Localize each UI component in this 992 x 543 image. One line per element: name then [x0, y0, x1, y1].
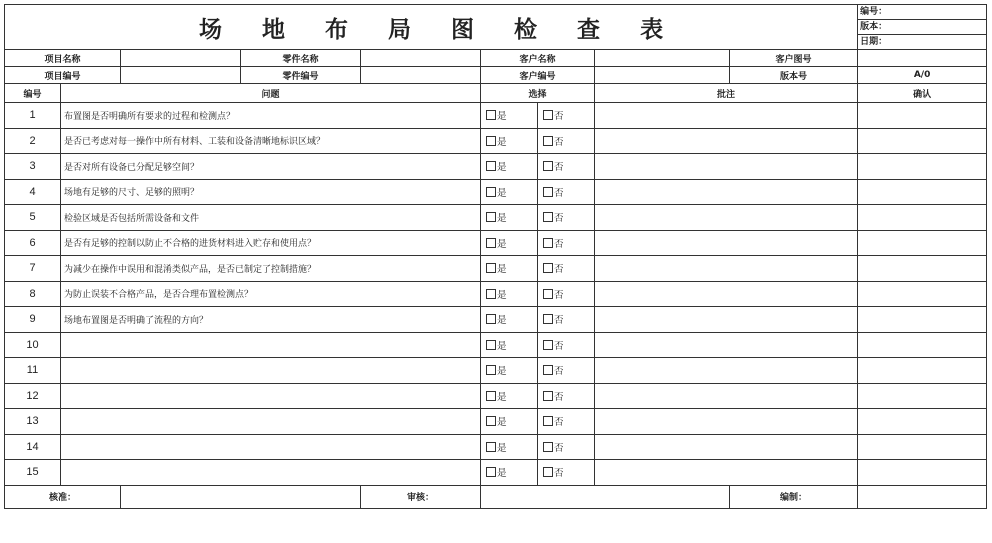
no-option[interactable] [538, 103, 595, 129]
row-question [61, 460, 481, 486]
header-choice: 选择 [481, 84, 595, 103]
yes-option[interactable] [481, 256, 538, 282]
no-option[interactable] [538, 409, 595, 435]
yes-checkbox[interactable] [486, 391, 496, 401]
table-row [5, 332, 987, 358]
yes-label: 是 [497, 391, 507, 403]
confirm-field[interactable] [858, 332, 987, 358]
table-row [5, 205, 987, 231]
part-number-label: 零件编号 [241, 67, 361, 84]
confirm-field[interactable] [858, 307, 987, 333]
yes-checkbox[interactable] [486, 467, 496, 477]
header-confirm: 确认 [858, 84, 987, 103]
table-row [5, 103, 987, 129]
confirm-field[interactable] [858, 460, 987, 486]
remark-field[interactable] [595, 179, 858, 205]
no-checkbox[interactable] [543, 416, 553, 426]
row-question [61, 358, 481, 384]
confirm-field[interactable] [858, 434, 987, 460]
no-checkbox[interactable] [543, 365, 553, 375]
remark-field[interactable] [595, 307, 858, 333]
project-name-label: 项目名称 [5, 50, 121, 67]
row-number: 7 [5, 256, 61, 282]
no-checkbox[interactable] [543, 442, 553, 452]
yes-checkbox[interactable] [486, 136, 496, 146]
row-number: 11 [5, 358, 61, 384]
project-name-field[interactable] [121, 50, 241, 67]
remark-field[interactable] [595, 358, 858, 384]
yes-option[interactable] [481, 154, 538, 180]
no-checkbox[interactable] [543, 340, 553, 350]
yes-label: 是 [497, 213, 507, 225]
remark-field[interactable] [595, 281, 858, 307]
row-question: 是否有足够的控制以防止不合格的进货材料进入贮存和使用点？ [61, 230, 481, 256]
no-option[interactable] [538, 460, 595, 486]
yes-checkbox[interactable] [486, 161, 496, 171]
part-name-label: 零件名称 [241, 50, 361, 67]
yes-checkbox[interactable] [486, 187, 496, 197]
no-label: 否 [554, 213, 564, 225]
yes-option[interactable] [481, 128, 538, 154]
yes-checkbox[interactable] [486, 110, 496, 120]
part-number-field[interactable] [361, 67, 481, 84]
review-field[interactable] [481, 485, 730, 508]
row-number: 8 [5, 281, 61, 307]
table-row [5, 128, 987, 154]
no-label: 否 [554, 391, 564, 403]
no-option[interactable] [538, 332, 595, 358]
no-label: 否 [554, 264, 564, 276]
row-number: 9 [5, 307, 61, 333]
approve-label: 核准： [5, 485, 121, 508]
row-question: 为减少在操作中误用和混淆类似产品，是否已制定了控制措施？ [61, 256, 481, 282]
no-option[interactable] [538, 358, 595, 384]
row-number: 3 [5, 154, 61, 180]
confirm-field[interactable] [858, 281, 987, 307]
remark-field[interactable] [595, 383, 858, 409]
row-question [61, 409, 481, 435]
no-option[interactable] [538, 383, 595, 409]
no-checkbox[interactable] [543, 391, 553, 401]
no-label: 否 [554, 340, 564, 352]
row-number: 4 [5, 179, 61, 205]
no-option[interactable] [538, 179, 595, 205]
row-number: 1 [5, 103, 61, 129]
no-checkbox[interactable] [543, 187, 553, 197]
table-row [5, 460, 987, 486]
confirm-field[interactable] [858, 205, 987, 231]
confirm-field[interactable] [858, 154, 987, 180]
confirm-field[interactable] [858, 383, 987, 409]
yes-option[interactable] [481, 434, 538, 460]
yes-option[interactable] [481, 358, 538, 384]
project-number-label: 项目编号 [5, 67, 121, 84]
row-question: 场地有足够的尺寸、足够的照明？ [61, 179, 481, 205]
row-question: 检验区域是否包括所需设备和文件 [61, 205, 481, 231]
no-checkbox[interactable] [543, 161, 553, 171]
yes-checkbox[interactable] [486, 212, 496, 222]
yes-checkbox[interactable] [486, 263, 496, 273]
no-checkbox[interactable] [543, 467, 553, 477]
header-remark: 批注 [595, 84, 858, 103]
version-no-label: 版本号 [730, 67, 858, 84]
yes-checkbox[interactable] [486, 289, 496, 299]
row-question: 布置图是否明确所有要求的过程和检测点？ [61, 103, 481, 129]
number-label: 编号： [858, 5, 986, 20]
customer-drawing-field[interactable] [858, 50, 987, 67]
no-label: 否 [554, 289, 564, 301]
no-label: 否 [554, 366, 564, 378]
no-label: 否 [554, 162, 564, 174]
project-number-field[interactable] [121, 67, 241, 84]
no-option[interactable] [538, 307, 595, 333]
version-no-value: A/0 [858, 67, 987, 84]
row-question: 为防止误装不合格产品，是否合理布置检测点？ [61, 281, 481, 307]
table-row [5, 179, 987, 205]
row-number: 14 [5, 434, 61, 460]
no-label: 否 [554, 442, 564, 454]
part-name-field[interactable] [361, 50, 481, 67]
row-number: 12 [5, 383, 61, 409]
review-label: 审核： [361, 485, 481, 508]
yes-label: 是 [497, 366, 507, 378]
yes-label: 是 [497, 289, 507, 301]
customer-number-field[interactable] [595, 67, 730, 84]
remark-field[interactable] [595, 434, 858, 460]
table-row [5, 409, 987, 435]
yes-checkbox[interactable] [486, 340, 496, 350]
remark-field[interactable] [595, 205, 858, 231]
prepare-label: 编制： [730, 485, 858, 508]
row-question: 是否对所有设备已分配足够空间？ [61, 154, 481, 180]
table-row [5, 256, 987, 282]
no-checkbox[interactable] [543, 289, 553, 299]
checklist-table [4, 4, 987, 509]
no-checkbox[interactable] [543, 110, 553, 120]
no-checkbox[interactable] [543, 314, 553, 324]
row-number: 2 [5, 128, 61, 154]
row-number: 6 [5, 230, 61, 256]
row-question: 场地布置图是否明确了流程的方向？ [61, 307, 481, 333]
no-option[interactable] [538, 434, 595, 460]
yes-checkbox[interactable] [486, 365, 496, 375]
yes-checkbox[interactable] [486, 314, 496, 324]
yes-checkbox[interactable] [486, 416, 496, 426]
table-row [5, 383, 987, 409]
no-label: 否 [554, 417, 564, 429]
confirm-field[interactable] [858, 128, 987, 154]
yes-label: 是 [497, 468, 507, 480]
yes-option[interactable] [481, 307, 538, 333]
no-label: 否 [554, 111, 564, 123]
yes-label: 是 [497, 187, 507, 199]
table-row [5, 358, 987, 384]
no-label: 否 [554, 238, 564, 250]
row-number: 15 [5, 460, 61, 486]
row-question [61, 434, 481, 460]
yes-label: 是 [497, 315, 507, 327]
no-option[interactable] [538, 256, 595, 282]
confirm-field[interactable] [858, 358, 987, 384]
customer-name-field[interactable] [595, 50, 730, 67]
yes-option[interactable] [481, 332, 538, 358]
approve-field[interactable] [121, 485, 361, 508]
row-number: 5 [5, 205, 61, 231]
remark-field[interactable] [595, 128, 858, 154]
remark-field[interactable] [595, 460, 858, 486]
no-option[interactable] [538, 230, 595, 256]
yes-label: 是 [497, 340, 507, 352]
yes-option[interactable] [481, 460, 538, 486]
customer-name-label: 客户名称 [481, 50, 595, 67]
confirm-field[interactable] [858, 409, 987, 435]
no-option[interactable] [538, 281, 595, 307]
yes-checkbox[interactable] [486, 442, 496, 452]
yes-option[interactable] [481, 230, 538, 256]
row-question [61, 332, 481, 358]
yes-option[interactable] [481, 179, 538, 205]
yes-label: 是 [497, 162, 507, 174]
no-label: 否 [554, 187, 564, 199]
table-row [5, 230, 987, 256]
remark-field[interactable] [595, 332, 858, 358]
meta-box [858, 5, 987, 50]
yes-label: 是 [497, 417, 507, 429]
remark-field[interactable] [595, 230, 858, 256]
date-label: 日期： [860, 37, 888, 47]
confirm-field[interactable] [858, 230, 987, 256]
yes-option[interactable] [481, 281, 538, 307]
no-checkbox[interactable] [543, 136, 553, 146]
row-question [61, 383, 481, 409]
table-row [5, 307, 987, 333]
customer-number-label: 客户编号 [481, 67, 595, 84]
no-option[interactable] [538, 154, 595, 180]
no-label: 否 [554, 315, 564, 327]
customer-drawing-label: 客户图号 [730, 50, 858, 67]
confirm-field[interactable] [858, 256, 987, 282]
header-number: 编号 [5, 84, 61, 103]
remark-field[interactable] [595, 154, 858, 180]
header-question: 问题 [61, 84, 481, 103]
no-label: 否 [554, 468, 564, 480]
no-checkbox[interactable] [543, 238, 553, 248]
no-option[interactable] [538, 205, 595, 231]
yes-option[interactable] [481, 103, 538, 129]
row-question: 是否已考虑对每一操作中所有材料、工装和设备清晰地标识区域？ [61, 128, 481, 154]
yes-checkbox[interactable] [486, 238, 496, 248]
yes-option[interactable] [481, 383, 538, 409]
table-row [5, 434, 987, 460]
yes-option[interactable] [481, 409, 538, 435]
confirm-field[interactable] [858, 179, 987, 205]
page-title: 场 地 布 局 图 检 查 表 [5, 5, 858, 50]
no-checkbox[interactable] [543, 212, 553, 222]
remark-field[interactable] [595, 256, 858, 282]
yes-option[interactable] [481, 205, 538, 231]
version-label: 版本： [858, 20, 986, 35]
no-checkbox[interactable] [543, 263, 553, 273]
no-option[interactable] [538, 128, 595, 154]
yes-label: 是 [497, 264, 507, 276]
checklist-sheet [4, 4, 986, 537]
table-row [5, 154, 987, 180]
yes-label: 是 [497, 238, 507, 250]
no-label: 否 [554, 136, 564, 148]
confirm-field[interactable] [858, 103, 987, 129]
table-row [5, 281, 987, 307]
prepare-field[interactable] [858, 485, 987, 508]
row-number: 13 [5, 409, 61, 435]
remark-field[interactable] [595, 103, 858, 129]
row-number: 10 [5, 332, 61, 358]
yes-label: 是 [497, 111, 507, 123]
yes-label: 是 [497, 136, 507, 148]
remark-field[interactable] [595, 409, 858, 435]
yes-label: 是 [497, 442, 507, 454]
